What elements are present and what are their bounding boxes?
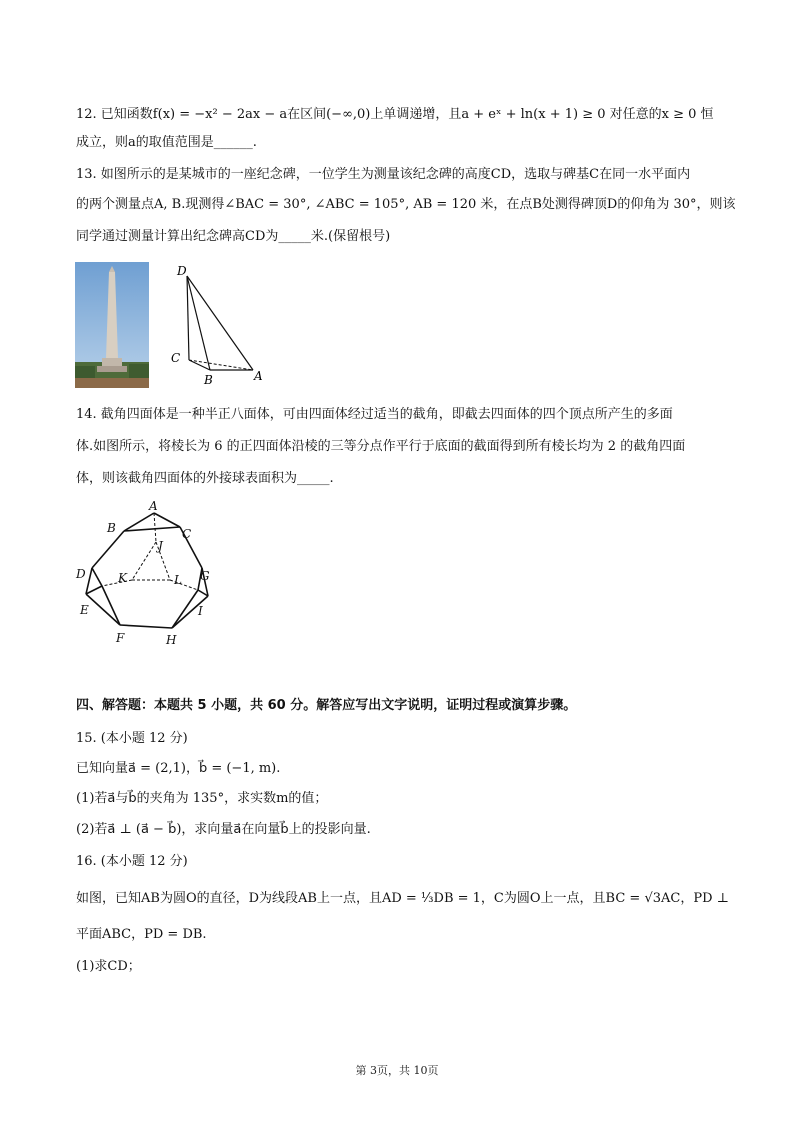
q13-label-d: D bbox=[177, 264, 187, 278]
q13-figure bbox=[165, 262, 270, 387]
q14-label-j: J bbox=[158, 539, 163, 553]
page-footer: 第 3页，共 10页 bbox=[355, 1064, 439, 1077]
q14-line2: 体.如图所示，将棱长为 6 的正四面体沿棱的三等分点作平行于底面的截面得到所有棱长均为 2 的截角四面 bbox=[76, 439, 686, 454]
q13-label-c: C bbox=[171, 351, 181, 365]
q15-line2: (1)若a⃗与b⃗的夹角为 135°，求实数m的值； bbox=[76, 791, 328, 806]
q14-label-d: D bbox=[76, 567, 86, 581]
q15-line1: 已知向量a⃗ = (2,1)，b⃗ = (−1, m). bbox=[76, 761, 281, 776]
monument-photo bbox=[75, 262, 149, 388]
q14-label-c: C bbox=[182, 527, 192, 541]
q16-line2: 平面ABC，PD = DB. bbox=[76, 927, 207, 942]
q14-label-f: F bbox=[116, 631, 125, 645]
q15-title: 15. (本小题 12 分) bbox=[76, 731, 188, 746]
q14-label-l: L bbox=[174, 573, 182, 587]
q16-line1: 如图，已知AB为圆O的直径，D为线段AB上一点，且AD = ⅓DB = 1，C为圆O上一点，且BC = √3AC，PD ⊥ bbox=[76, 891, 729, 906]
q16-title: 16. (本小题 12 分) bbox=[76, 854, 188, 869]
q13-label-b: B bbox=[204, 373, 213, 387]
q15-line3: (2)若a⃗ ⊥ (a⃗ − b⃗)，求向量a⃗在向量b⃗上的投影向量. bbox=[76, 822, 371, 837]
q13-line3: 同学通过测量计算出纪念碑高CD为_____米.(保留根号) bbox=[76, 229, 391, 244]
q14-figure bbox=[72, 498, 222, 648]
q14-label-b: B bbox=[107, 521, 116, 535]
q13-label-a: A bbox=[254, 369, 263, 383]
q14-label-e: E bbox=[80, 603, 89, 617]
q13-line1: 13. 如图所示的是某城市的一座纪念碑，一位学生为测量该纪念碑的高度CD，选取与碑基C在同一水平面内 bbox=[76, 167, 691, 182]
q12-line1: 12. 已知函数f(x) = −x² − 2ax − a在区间(−∞,0)上单调递增，且a + eˣ + ln(x + 1) ≥ 0 对任意的x ≥ 0 恒 bbox=[76, 107, 714, 122]
q14-label-a: A bbox=[149, 499, 158, 513]
q14-label-i: I bbox=[198, 604, 203, 618]
q16-line3: (1)求CD； bbox=[76, 959, 141, 974]
q14-line1: 14. 截角四面体是一种半正八面体，可由四面体经过适当的截角，即截去四面体的四个顶点所产生的多面 bbox=[76, 407, 673, 422]
q14-label-k: K bbox=[118, 571, 127, 585]
q12-line2: 成立，则a的取值范围是______. bbox=[76, 135, 257, 150]
q13-line2: 的两个测量点A, B.现测得∠BAC = 30°, ∠ABC = 105°, AB = 120 米，在点B处测得碑顶D的仰角为 30°，则该 bbox=[76, 197, 736, 212]
q14-line3: 体，则该截角四面体的外接球表面积为_____. bbox=[76, 471, 334, 486]
section-heading: 四、解答题：本题共 5 小题，共 60 分。解答应写出文字说明，证明过程或演算步骤。 bbox=[76, 698, 577, 713]
q14-label-h: H bbox=[166, 633, 177, 647]
q14-label-g: G bbox=[200, 569, 210, 583]
